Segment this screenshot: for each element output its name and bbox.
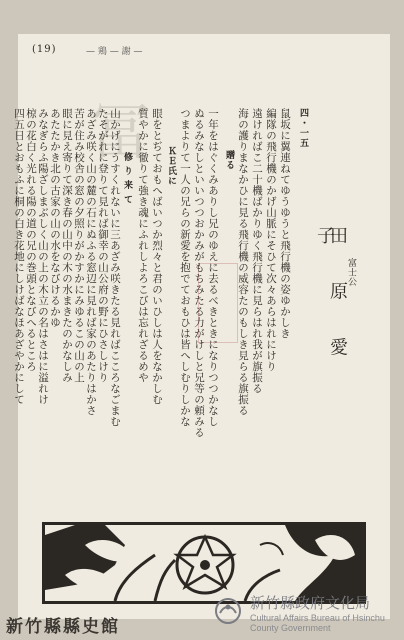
poem-line: 編隊の飛行機のかげ山脈にそひて次々あらはれにけり bbox=[265, 108, 277, 372]
poem-line: 鼠坂に翼連ねてゆうゆうと飛行機の姿ゆかしき bbox=[279, 108, 291, 339]
bureau-logo-icon bbox=[214, 597, 242, 625]
archive-label: 新竹縣縣史館 bbox=[6, 617, 120, 637]
page-header bbox=[28, 44, 378, 60]
poem-line: あたたかき北の古家の山の水をなびけるかゆ bbox=[49, 108, 61, 328]
page-number: (19) bbox=[32, 44, 57, 55]
running-title: — 鶏 — 謝 — bbox=[86, 47, 143, 57]
poem-line: あざみ咲く山の麓の石にぬふる窓辺に見れば家のあたりはかさ bbox=[85, 108, 97, 416]
section-heading-1: 四・一五 bbox=[298, 108, 308, 148]
poem-line: 遠ければこ二十機ばかりゆく飛行機に見らはれ我が旗振る bbox=[251, 108, 263, 394]
poem-line: 眼に見え寄りて深き春の山中の木の水まきたのかなしみ bbox=[61, 108, 73, 383]
floral-illustration bbox=[45, 525, 363, 601]
author-name: 田 原 愛 子 bbox=[314, 226, 348, 372]
poem-line: 一年をはぐくみありし兄のゆえに去るべきときになりつつかなし bbox=[207, 108, 219, 427]
poem-line: 海の護りまなかひに見る飛行機の威容たのもしき見らる旗振る bbox=[237, 108, 249, 416]
poem-line: 苦が住み校舎の窓の夕照りがかすかにみゆるこの山の上 bbox=[73, 108, 85, 383]
poem-line: たそがれに登りて見れば御幸の山公府の野にひさしけり bbox=[97, 108, 109, 383]
bureau-name-en-1: Cultural Affairs Bureau of Hsinchu bbox=[250, 613, 385, 623]
section-heading-4: 修 り 来 て bbox=[122, 152, 132, 205]
poem-line: つまよりて一人の兄らの新愛を抱でておもひは皆へしむりしかな bbox=[179, 108, 191, 427]
bureau-watermark bbox=[250, 592, 400, 633]
bureau-name: 新竹縣政府文化局 bbox=[250, 594, 371, 612]
poem-line: 質やかに徹りて強き魂にふれしよろこびは忘れざるめや bbox=[137, 108, 149, 383]
poem-line: ぬるみなしといいつつおかみがもちみたる力がけしと兄等の頼みる bbox=[193, 108, 205, 438]
poem-line: みなぎらふ陽ざしまぶしく山の上の木立の名はさはに溢れけ bbox=[37, 108, 49, 405]
section-heading-3: ＫＥ氏に bbox=[166, 146, 176, 186]
poem-line: 四五日とおもふに桐の白き花地にしけばなほあざやかにして bbox=[13, 108, 25, 405]
section-heading-2: 贈る bbox=[224, 150, 234, 170]
bleed-through-ghost: 冨 bbox=[80, 100, 150, 160]
bureau-name-en-2: County Government bbox=[250, 623, 331, 633]
poem-line: 眼をとぢておもへばいつか烈々と君のいひしは人をなかしむ bbox=[151, 108, 163, 405]
author-affiliation: 富士公 bbox=[346, 258, 356, 287]
poem-line: 山かげにうすくれないに三あざみ咲きたる見ればこころなごまむ bbox=[109, 108, 121, 427]
poem-line: 椋の花白く光れる陽の道の兄の巻頭となびへるところ bbox=[25, 108, 37, 372]
